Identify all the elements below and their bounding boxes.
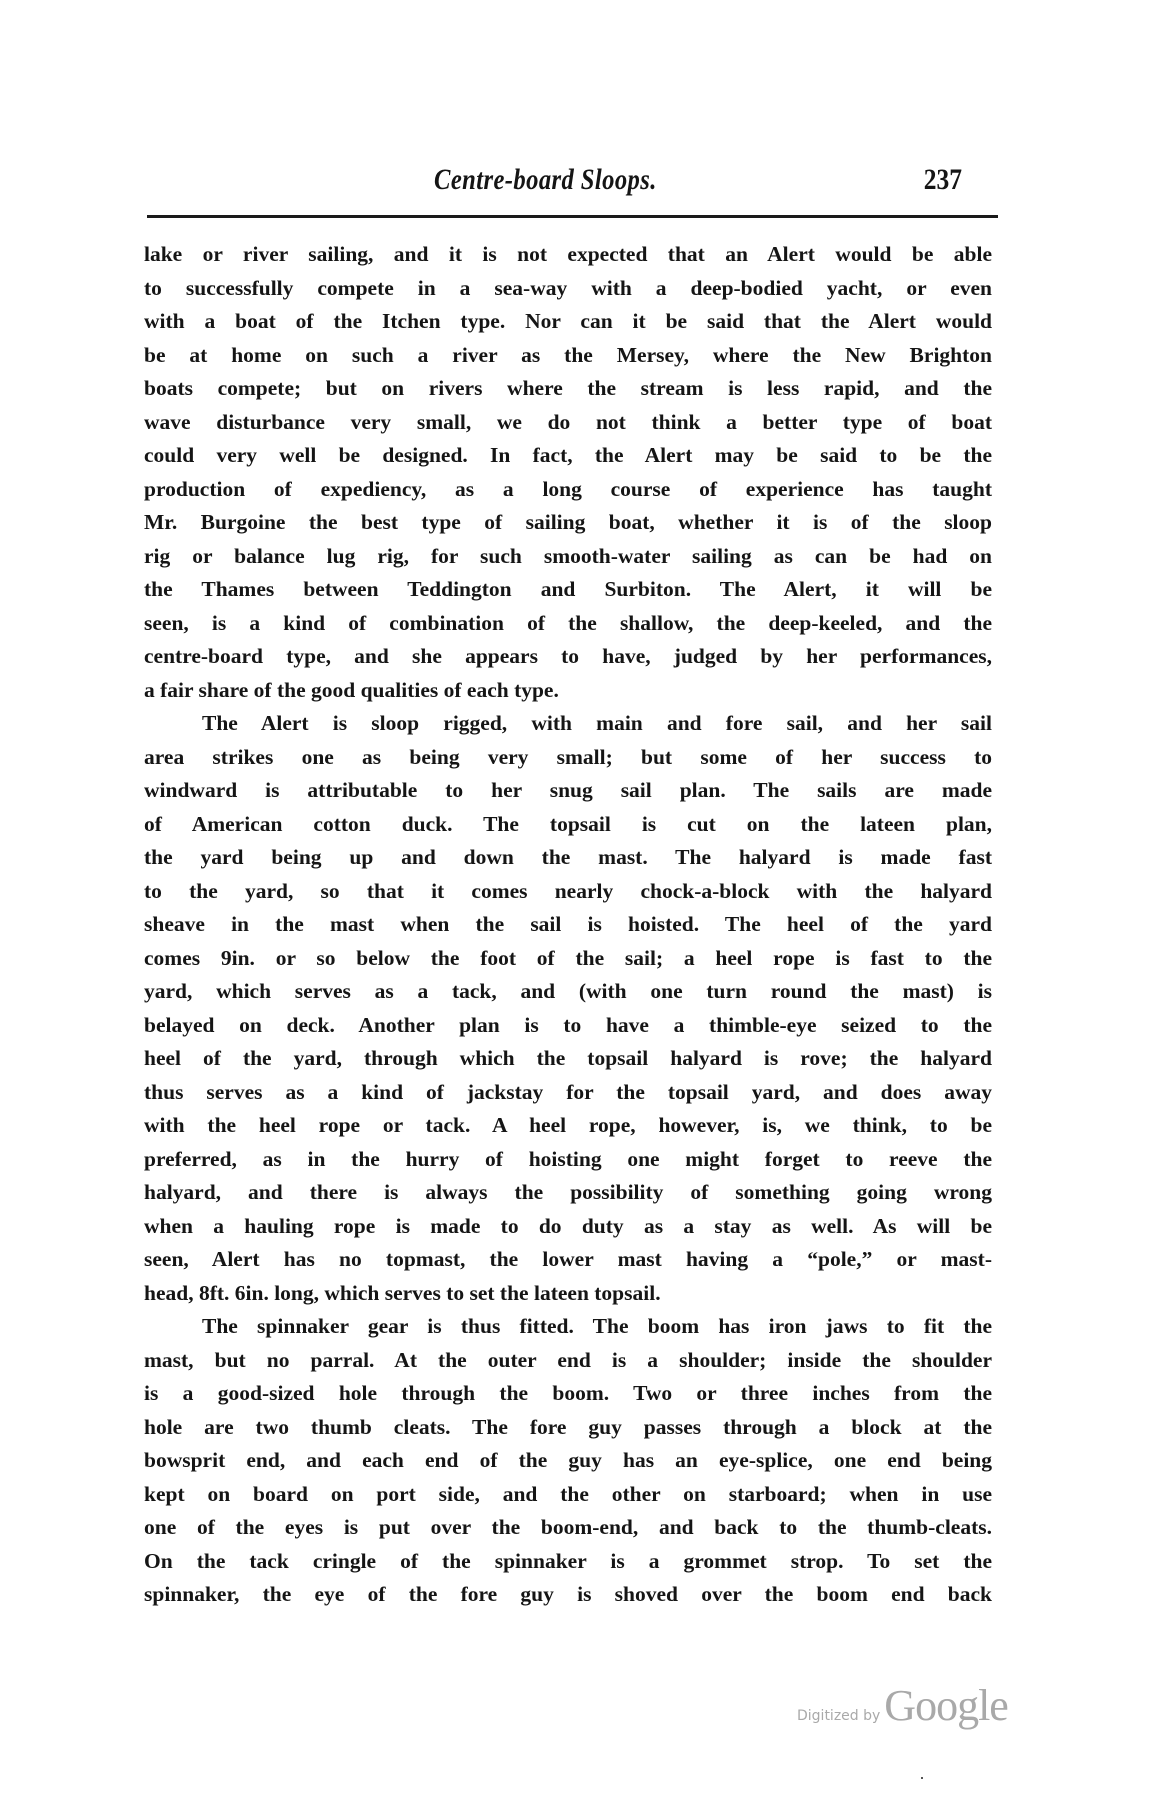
text-line: the yard being up and down the mast. The halyard is made fast (144, 845, 992, 869)
text-line: bowsprit end, and each end of the guy has an eye-splice, one end being (144, 1448, 992, 1472)
text-line: with a boat of the Itchen type. Nor can it be said that the Alert would (144, 309, 992, 333)
text-line: comes 9in. or so below the foot of the sail; a heel rope is fast to the (144, 945, 992, 970)
text-line: kept on board on port side, and the other on starboard; when in use (144, 1481, 992, 1506)
paragraph (144, 707, 992, 1310)
text-line: belayed on deck. Another plan is to have a thimble-eye seized to the (144, 1012, 992, 1037)
text-line: boats compete; but on rivers where the stream is less rapid, and the (144, 376, 992, 400)
scan-speck (921, 1777, 923, 1779)
running-title: Centre-board Sloops. (434, 163, 657, 196)
text-line: a fair share of the good qualities of each type. (144, 677, 559, 702)
text-line: to successfully compete in a sea-way with a deep-bodied yacht, or even (144, 275, 992, 300)
page-number: 237 (923, 163, 962, 196)
watermark-prefix: Digitized by (797, 1708, 881, 1724)
text-line: is a good-sized hole through the boom. Two or three inches from the (144, 1381, 992, 1405)
text-line: head, 8ft. 6in. long, which serves to set the lateen topsail. (144, 1280, 661, 1305)
paragraph (144, 238, 992, 707)
body-text (144, 238, 992, 1612)
text-line: the Thames between Teddington and Surbiton. The Alert, it will be (144, 577, 992, 601)
text-line: yard, which serves as a tack, and (with one turn round the mast) is (144, 979, 992, 1003)
text-line: could very well be designed. In fact, the Alert may be said to be the (144, 443, 992, 467)
text-line: be at home on such a river as the Mersey, where the New Brighton (144, 342, 992, 367)
text-line: thus serves as a kind of jackstay for the topsail yard, and does away (144, 1079, 992, 1104)
text-line: preferred, as in the hurry of hoisting one might forget to reeve the (144, 1146, 992, 1171)
text-line: wave disturbance very small, we do not think a better type of boat (144, 409, 992, 434)
header-rule (147, 215, 998, 218)
text-line: hole are two thumb cleats. The fore guy passes through a block at the (144, 1414, 992, 1439)
text-line: windward is attributable to her snug sail plan. The sails are made (144, 778, 992, 802)
text-line: lake or river sailing, and it is not expected that an Alert would be able (144, 242, 992, 266)
text-line: Mr. Burgoine the best type of sailing boat, whether it is of the sloop (144, 510, 992, 534)
text-line: rig or balance lug rig, for such smooth-water sailing as can be had on (144, 543, 992, 568)
text-line: when a hauling rope is made to do duty as a stay as well. As will be (144, 1213, 992, 1238)
text-line: with the heel rope or tack. A heel rope, however, is, we think, to be (144, 1113, 992, 1137)
text-line: to the yard, so that it comes nearly chock-a-block with the halyard (144, 878, 992, 903)
text-line: seen, Alert has no topmast, the lower mast having a “pole,” or mast- (144, 1247, 992, 1271)
text-line: centre-board type, and she appears to have, judged by her performances, (144, 644, 992, 668)
text-line: halyard, and there is always the possibility of something going wrong (144, 1180, 992, 1204)
text-line: of American cotton duck. The topsail is cut on the lateen plan, (144, 811, 992, 836)
google-watermark (797, 1680, 1008, 1731)
google-logo: Google (884, 1681, 1008, 1730)
text-line: On the tack cringle of the spinnaker is a grommet strop. To set the (144, 1548, 992, 1573)
text-line: The spinnaker gear is thus fitted. The boom has iron jaws to fit the (202, 1314, 992, 1338)
text-line: sheave in the mast when the sail is hoisted. The heel of the yard (144, 912, 992, 936)
text-line: The Alert is sloop rigged, with main and fore sail, and her sail (202, 711, 992, 735)
text-line: area strikes one as being very small; but some of her success to (144, 744, 992, 769)
page-header (144, 163, 992, 203)
text-line: heel of the yard, through which the topsail halyard is rove; the halyard (144, 1046, 992, 1070)
text-line: seen, is a kind of combination of the shallow, the deep-keeled, and the (144, 610, 992, 635)
paragraph (144, 1310, 992, 1612)
text-line: production of expediency, as a long course of experience has taught (144, 476, 992, 501)
text-line: mast, but no parral. At the outer end is a shoulder; inside the shoulder (144, 1347, 992, 1372)
text-line: one of the eyes is put over the boom-end, and back to the thumb-cleats. (144, 1515, 992, 1539)
text-line: spinnaker, the eye of the fore guy is shoved over the boom end back (144, 1582, 992, 1606)
